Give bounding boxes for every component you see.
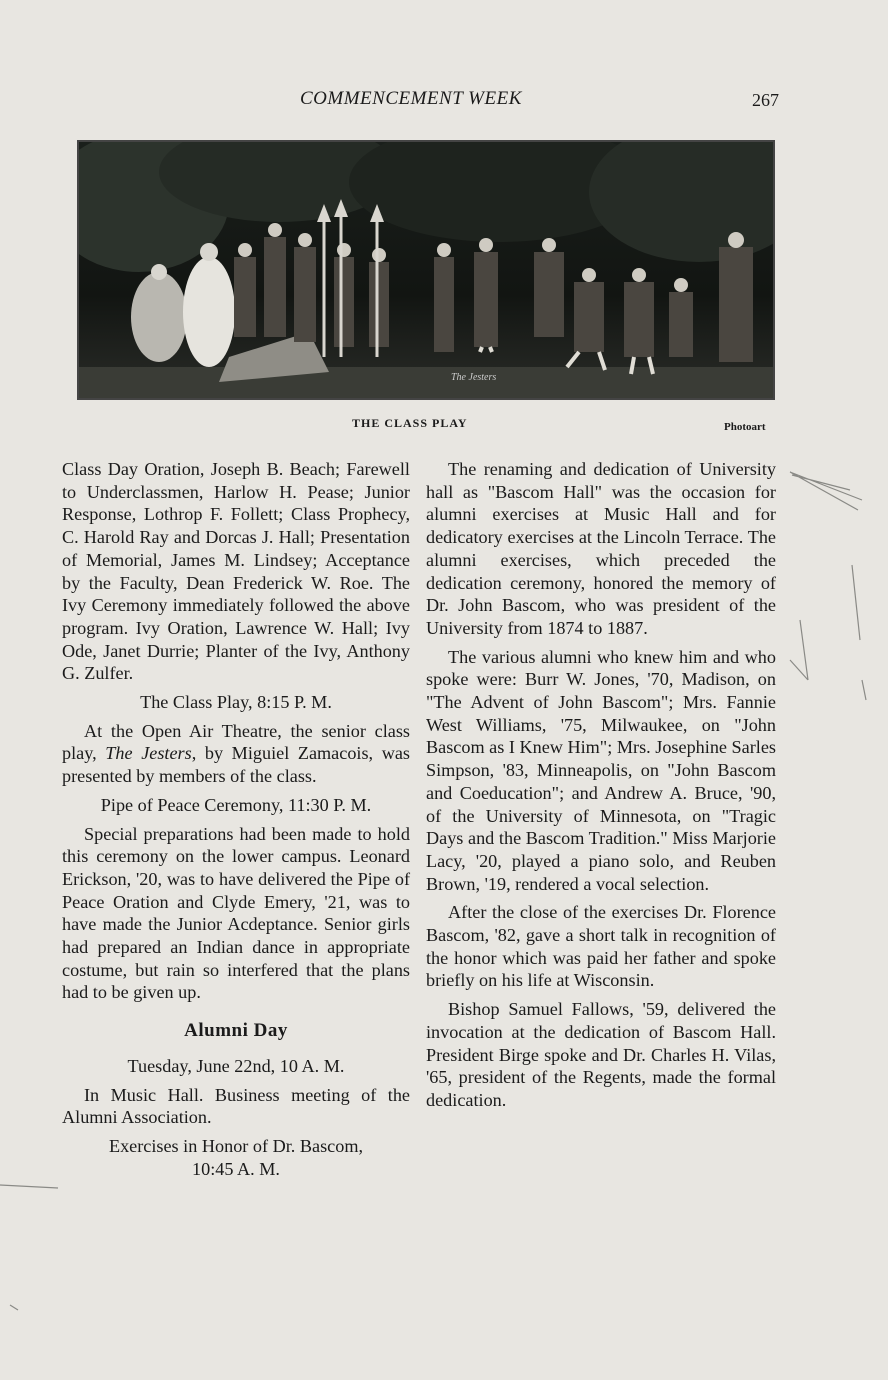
photo-scene [79, 142, 773, 398]
page-number: 267 [752, 90, 779, 110]
play-title: The Jesters [105, 743, 192, 764]
running-header: COMMENCEMENT WEEK [300, 88, 522, 109]
paragraph-renaming: The renaming and dedication of University hall as "Bascom Hall" was the occasion for alumni exercises at Music Hall and for dedicatory exercises at the Lincoln Terrace. The alumni exercises, which preceded the dedication ceremony, honored the memory of Dr. John Bascom, who was president of the University from 1874 to 1887. [426, 459, 776, 638]
photo-caption: THE CLASS PLAY [352, 416, 468, 430]
subheading-line: Exercises in Honor of Dr. Bascom, [108, 1135, 364, 1156]
photo-credit: Photoart [724, 421, 766, 433]
paragraph-music-hall: In Music Hall. Business meeting of the Alumni Association. [62, 1084, 410, 1128]
subheading-exercises [62, 1135, 410, 1180]
subheading-class-play: The Class Play, 8:15 P. M. [140, 692, 332, 713]
subheading-line: 10:45 A. M. [192, 1158, 280, 1179]
paragraph-florence-bascom: After the close of the exercises Dr. Florence Bascom, '82, gave a short talk in recognition of the honor which was paid her father and spoke briefly on his life at Wisconsin. [426, 902, 776, 991]
class-play-photo [77, 140, 775, 400]
paragraph-text: At the Open Air Theatre, the senior class play, [62, 720, 410, 764]
paragraph-class-day: Class Day Oration, Joseph B. Beach; Farewell to Underclassmen, Harlow H. Pease; Junior Response, Lothrop F. Follett; Class Prophecy, C. Harold Ray and Dorcas J. Hall; Presentation of Memorial, James M. Lindsey; Acceptance by the Faculty, Dean Frederick W. Roe. The Ivy Ceremony immediately followed the above program. Ivy Oration, Lawrence W. Hall; Ivy Ode, Janet Durrie; Planter of the Ivy, Anthony G. Zulfer. [62, 459, 410, 684]
paragraph-dedication: Bishop Samuel Fallows, '59, delivered the invocation at the dedication of Bascom Hall. President Birge spoke and Dr. Charles H. Vilas, '65, president of the Regents, made the formal dedication. [426, 999, 776, 1110]
section-heading-alumni-day: Alumni Day [184, 1020, 288, 1042]
paragraph-pipe-of-peace: Special preparations had been made to hold this ceremony on the lower campus. Leonard Erickson, '20, was to have delivered the Pipe of Peace Oration and Clyde Emery, '21, was to have made the Junior Acdeptance. Senior girls had prepared an Indian dance in appropriate costume, but rain so interfered that the plans had to be given up. [62, 823, 410, 1003]
right-column [426, 458, 776, 1118]
subheading-tuesday: Tuesday, June 22nd, 10 A. M. [127, 1055, 345, 1076]
paragraph-class-play [62, 720, 410, 788]
subheading-pipe-of-peace: Pipe of Peace Ceremony, 11:30 P. M. [100, 794, 372, 815]
paragraph-speakers: The various alumni who knew him and who spoke were: Burr W. Jones, '70, Madison, on "The Advent of John Bascom"; Mrs. Fannie West Williams, '75, Milwaukee, on "John Bascom as I Knew Him"; Mrs. Josephine Sarles Simpson, '83, Minneapolis, on "John Bascom and Coeducation"; and Andrew A. Bruce, '90, of the University of Minnesota, on "Tragic Days and the Bascom Tradition." Miss Marjorie Lacy, '20, played a piano solo, and Reuben Brown, '19, rendered a vocal selection. [426, 646, 776, 894]
photo-stamp: The Jesters [451, 372, 497, 383]
paragraph-text: , by Miguiel Zamacois, was presented by members of the class. [62, 743, 410, 787]
left-column [62, 458, 410, 1180]
